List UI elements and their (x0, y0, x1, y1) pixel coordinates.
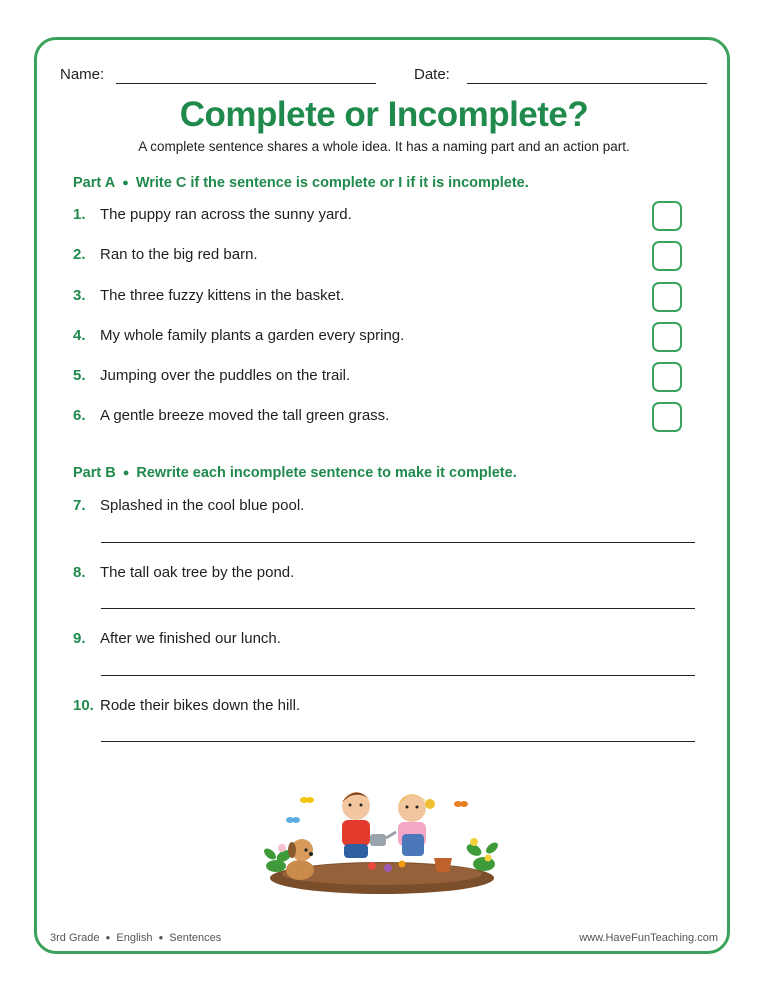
subject-tag: English (116, 932, 153, 944)
page-title: Complete or Incomplete? (179, 95, 589, 134)
part-a-label: Part A (73, 175, 116, 191)
part-a-item (73, 206, 352, 228)
item-text: The tall oak tree by the pond. (100, 564, 295, 581)
answer-box-2[interactable] (652, 241, 682, 271)
item-number: 10. (73, 697, 94, 714)
name-label: Name: (60, 66, 105, 83)
part-b-item (73, 630, 281, 652)
item-text: Rode their bikes down the hill. (100, 697, 301, 714)
item-number: 7. (73, 497, 86, 514)
part-b-item (73, 497, 304, 519)
part-b-heading (73, 465, 517, 481)
item-number: 6. (73, 407, 86, 424)
name-field[interactable] (116, 83, 376, 84)
part-b-item (73, 564, 294, 586)
part-a-item (73, 287, 344, 309)
date-label: Date: (414, 66, 450, 83)
answer-box-1[interactable] (652, 201, 682, 231)
name-date-row (60, 66, 708, 86)
footer-website: www.HaveFunTeaching.com (579, 932, 718, 944)
item-text: A gentle breeze moved the tall green grass. (100, 407, 390, 424)
item-number: 8. (73, 564, 86, 581)
answer-box-3[interactable] (652, 282, 682, 312)
answer-box-4[interactable] (652, 322, 682, 352)
footer-tags (50, 932, 221, 944)
answer-box-5[interactable] (652, 362, 682, 392)
answer-box-6[interactable] (652, 402, 682, 432)
item-text: My whole family plants a garden every spring. (100, 327, 405, 344)
grade-tag: 3rd Grade (50, 932, 100, 944)
bullet-icon: ● (105, 933, 111, 942)
date-field[interactable] (467, 83, 707, 84)
bullet-icon: ● (158, 933, 164, 942)
answer-line-7[interactable] (101, 542, 695, 543)
item-number: 9. (73, 630, 86, 647)
part-a-instruction: Write C if the sentence is complete or I if it is incomplete. (135, 175, 529, 191)
item-text: The three fuzzy kittens in the basket. (100, 287, 345, 304)
topic-tag: Sentences (169, 932, 222, 944)
part-a-item (73, 407, 389, 429)
item-number: 3. (73, 287, 86, 304)
bullet-icon: ● (122, 177, 129, 189)
item-text: Ran to the big red barn. (100, 246, 258, 263)
item-number: 5. (73, 367, 86, 384)
part-b-label: Part B (73, 465, 116, 481)
part-a-item (73, 367, 350, 389)
part-b-item (73, 697, 300, 719)
item-number: 4. (73, 327, 86, 344)
item-text: After we finished our lunch. (100, 630, 281, 647)
item-number: 2. (73, 246, 86, 263)
part-a-item (73, 246, 258, 268)
part-b-instruction: Rewrite each incomplete sentence to make it complete. (136, 465, 517, 481)
kids-gardening-illustration (262, 778, 502, 900)
part-a-item (73, 327, 404, 349)
part-a-heading (73, 175, 529, 191)
page-subtitle: A complete sentence shares a whole idea. It has a naming part and an action part. (138, 139, 630, 154)
item-text: Jumping over the puddles on the trail. (100, 367, 351, 384)
answer-line-10[interactable] (101, 741, 695, 742)
answer-line-8[interactable] (101, 608, 695, 609)
item-text: The puppy ran across the sunny yard. (100, 206, 352, 223)
item-number: 1. (73, 206, 86, 223)
bullet-icon: ● (122, 467, 130, 479)
answer-line-9[interactable] (101, 675, 695, 676)
item-text: Splashed in the cool blue pool. (100, 497, 305, 514)
